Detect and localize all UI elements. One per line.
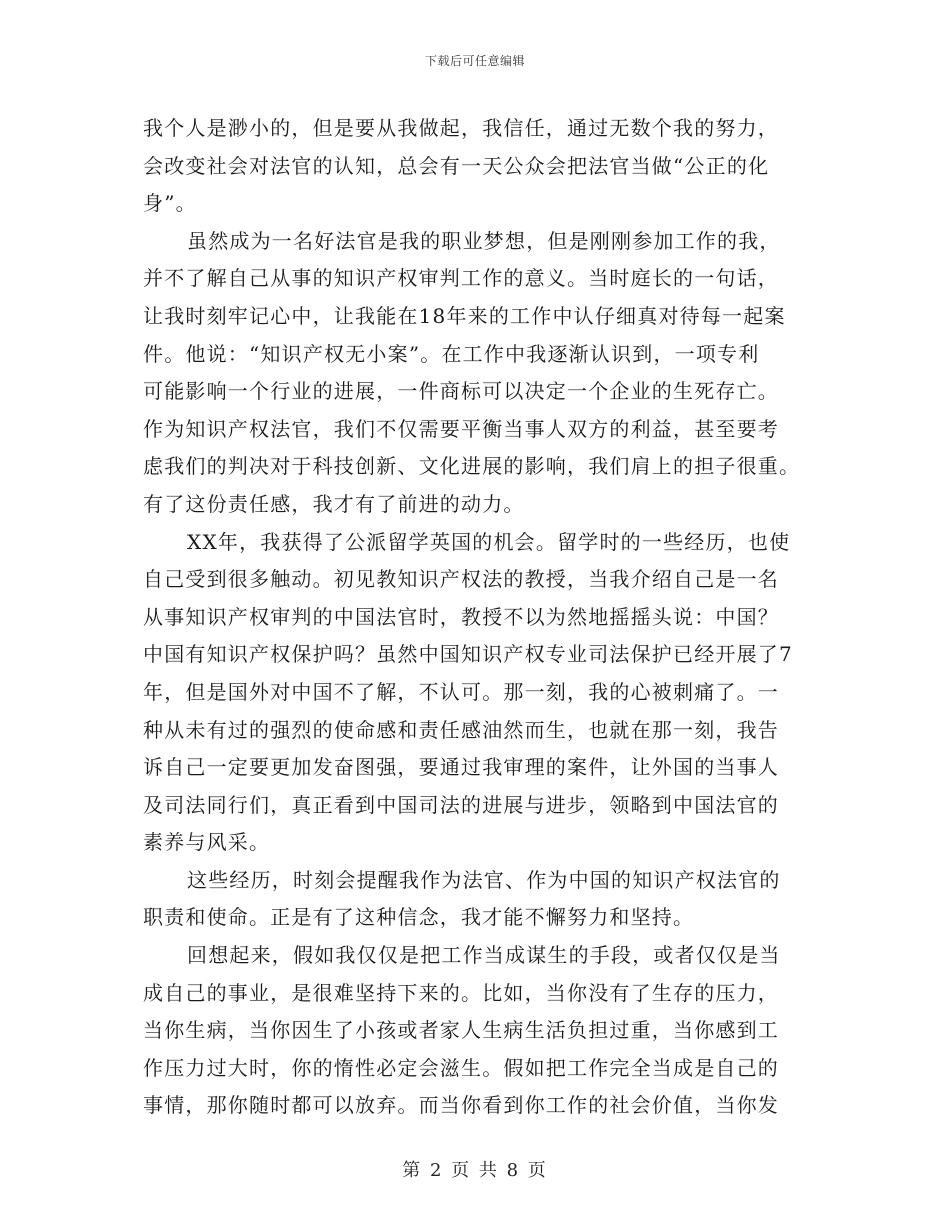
- text-line: 诉自己一定要更加发奋图强，要通过我审理的案件，让外国的当事人: [143, 755, 779, 780]
- paragraph-first-line: XX年，我获得了公派留学英国的机会。留学时的一些经历，也使: [187, 529, 791, 554]
- text-line: 事情，那你随时都可以放弃。而当你看到你工作的社会价值，当你发: [143, 1093, 779, 1118]
- page-header: 下载后可任意编辑: [424, 54, 525, 68]
- text-line: 我个人是渺小的，但是要从我做起，我信任，通过无数个我的努力，: [143, 116, 779, 140]
- text-line: 年，但是国外对中国不了解，不认可。那一刻，我的心被刺痛了。一: [143, 679, 779, 704]
- text-line: 作为知识产权法官，我们不仅需要平衡当事人双方的利益，甚至要考: [143, 416, 779, 441]
- document-body: [143, 110, 803, 1125]
- page-number-footer: 第 2 页 共 8 页: [402, 1160, 548, 1181]
- paragraph-first-line: 虽然成为一名好法官是我的职业梦想，但是刚刚参加工作的我，: [187, 228, 781, 253]
- text-line: 自己受到很多触动。初见教知识产权法的教授，当我介绍自己是一名: [143, 567, 779, 592]
- text-line: 当你生病，当你因生了小孩或者家人生病生活负担过重，当你感到工: [143, 1018, 779, 1043]
- text-line: 可能影响一个行业的进展，一件商标可以决定一个企业的生死存亡。: [143, 379, 779, 404]
- text-line: 种从未有过的强烈的使命感和责任感油然而生，也就在那一刻，我告: [143, 717, 779, 742]
- text-line: 件。他说：“知识产权无小案”。在工作中我逐渐认识到，一项专利: [143, 341, 760, 366]
- paragraph-first-line: 回想起来，假如我仅仅是把工作当成谋生的手段，或者仅仅是当: [187, 943, 781, 968]
- text-line: 职责和使命。正是有了这种信念，我才能不懈努力和坚持。: [143, 905, 695, 930]
- text-line: 并不了解自己从事的知识产权审判工作的意义。当时庭长的一句话，: [143, 266, 779, 291]
- text-line: 有了这份责任感，我才有了前进的动力。: [143, 491, 525, 516]
- text-line: 从事知识产权审判的中国法官时，教授不以为然地摇摇头说：中国？: [143, 604, 779, 629]
- text-line: 会改变社会对法官的认知，总会有一天公众会把法官当做“公正的化: [143, 153, 770, 178]
- text-line: 虑我们的判决对于科技创新、文化进展的影响，我们肩上的担子很重。: [143, 454, 801, 479]
- paragraph-first-line: 这些经历，时刻会提醒我作为法官、作为中国的知识产权法官的: [187, 867, 781, 892]
- text-line: 素养与风采。: [143, 830, 271, 855]
- text-line: 成自己的事业，是很难坚持下来的。比如，当你没有了生存的压力，: [143, 980, 779, 1005]
- text-line: 及司法同行们，真正看到中国司法的进展与进步，领略到中国法官的: [143, 792, 779, 817]
- text-line: 身”。: [143, 191, 197, 216]
- text-line: 作压力过大时，你的惰性必定会滋生。假如把工作完全当成是自己的: [143, 1055, 779, 1080]
- text-line: 中国有知识产权保护吗？虽然中国知识产权专业司法保护已经开展了7: [143, 642, 793, 667]
- text-line: 让我时刻牢记心中，让我能在18年来的工作中认仔细真对待每一起案: [143, 303, 786, 328]
